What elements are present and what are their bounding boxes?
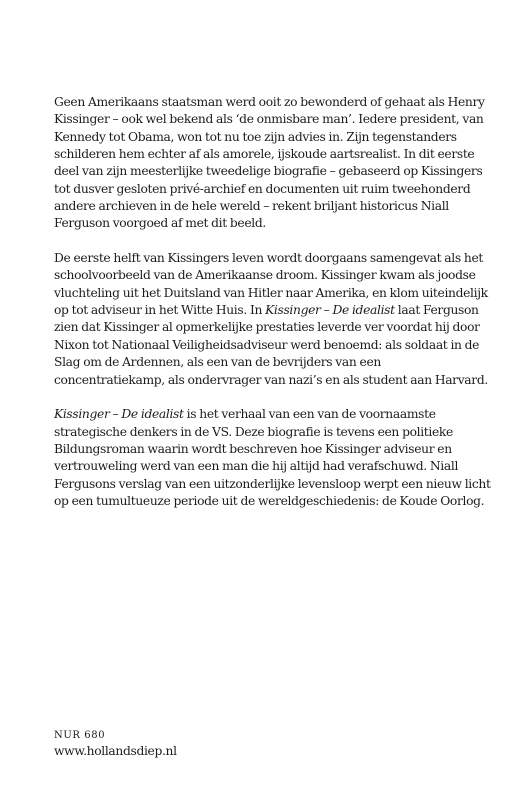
blurb-text <box>54 94 492 510</box>
blurb-paragraph-1-text: Geen Amerikaans staatsman werd ooit zo bewonderd of gehaat als Henry Kissinger – ook wel bekend als ‘de onmisbare man’. Iedere president, van Kennedy tot Obama, won tot nu toe zijn advies in. Zijn tegenstanders schilderen hem echter af als amorele, ijskoude aartsrealist. In dit eerste deel van zijn meesterlijke tweedelige biografie – gebaseerd op Kissingers tot dusver gesloten privé-archief en documenten uit ruim tweehonderd andere archieven in de hele wereld – rekent briljant historicus Niall Ferguson voorgoed af met dit beeld. <box>54 95 485 231</box>
blurb-paragraph-2-rest: laat Ferguson zien dat Kissinger al opmerkelijke prestaties leverde ver voordat hij door Nixon tot Nationaal Veiligheidsadviseur werd benoemd: als soldaat in de Slag om de Ardennen, als een van de bevrijders van een concentratiekamp, als ondervrager van nazi’s en als student aan Harvard. <box>54 303 488 387</box>
publisher-website: www.hollandsdiep.nl <box>54 744 177 758</box>
blurb-paragraph-1 <box>54 94 492 233</box>
book-title-inline: Kissinger – De idealist <box>265 303 395 318</box>
blurb-paragraph-2-intro: De eerste helft van Kissingers leven wordt doorgaans samengevat als het schoolvoorbeeld van de Amerikaanse droom. Kissinger kwam als joodse vluchteling uit het Duitsland van Hitler naar Amerika, en klom uiteindelijk op tot adviseur in het Witte Huis. In <box>54 251 488 318</box>
nur-code: NUR 680 <box>54 730 106 741</box>
blurb-paragraph-3 <box>54 406 492 510</box>
blurb-paragraph-3-rest: is het verhaal van een van de voornaamste strategische denkers in de VS. Deze biografie is tevens een politieke Bildungsroman waarin wordt beschreven hoe Kissinger adviseur en vertrouweling werd van een man die hij altijd had verafschuwd. Niall Fergusons verslag van een uitzonderlijke levensloop werpt een nieuw licht op een tumultueuze periode uit de wereldgeschiedenis: de Koude Oorlog. <box>54 407 491 508</box>
blurb-paragraph-2 <box>54 250 492 389</box>
book-title-lead: Kissinger – De idealist <box>54 407 184 422</box>
publisher-footer <box>54 729 354 760</box>
